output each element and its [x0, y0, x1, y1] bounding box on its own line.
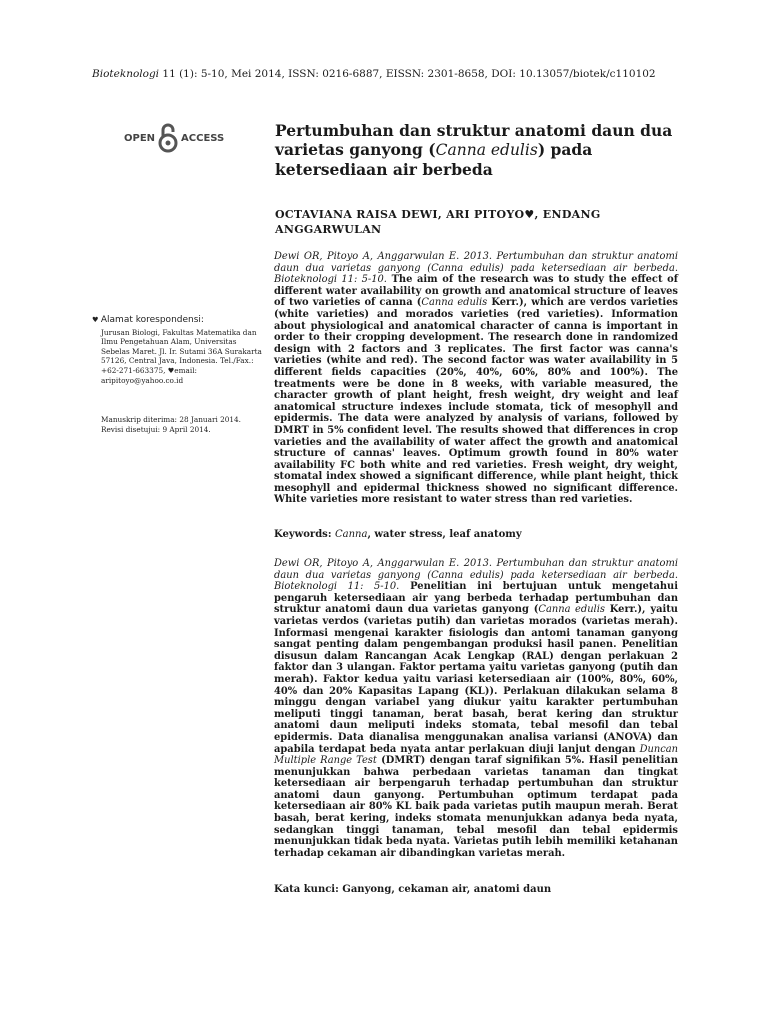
correspondence-label-row: [92, 315, 262, 326]
revised-date: Revisi disetujui: 9 April 2014.: [101, 424, 211, 434]
abstract-en-species: Canna edulis: [421, 297, 488, 309]
keywords-indonesian: [274, 884, 551, 895]
title-species: Canna edulis: [435, 141, 538, 159]
title-part2: ) pada ketersediaan air berbeda: [275, 140, 593, 179]
abstract-id-species: Canna edulis: [538, 604, 605, 616]
keywords-en-canna: Canna: [335, 529, 368, 540]
abstract-id-text1: Penelitian ini bertujuan untuk mengetahui pengaruh ketersediaan air yang berbeda terhadap pertumbuhan dan struktur anatomi daun dua varietas ganyong (: [274, 581, 678, 616]
abstract-indonesian: [274, 558, 678, 859]
abstract-en-text1: The aim of the research was to study the effect of different water availability on growth and anatomical structure of leaves of two varieties of canna (: [274, 274, 678, 309]
open-access-word-open: OPEN: [124, 132, 156, 144]
keywords-en-label: Keywords:: [274, 529, 335, 540]
keywords-en-rest: , water stress, leaf anatomy: [367, 529, 522, 540]
authors: OCTAVIANA RAISA DEWI, ARI PITOYO♥, ENDANG ANGGARWULAN: [275, 208, 601, 236]
open-access-logo: [124, 121, 234, 155]
abstract-id-citation: Dewi OR, Pitoyo A, Anggarwulan E. 2013. Pertumbuhan dan struktur anatomi daun dua varietas ganyong (Canna edulis) pada ketersediaan air berbeda. Bioteknologi 11: 5-10.: [274, 558, 678, 593]
keywords-id-label: Kata kunci:: [274, 884, 343, 895]
abstract-id-text2: Kerr.), yaitu varietas verdos (varietas putih) dan varietas morados (varietas merah). Informasi mengenai karakter fisiologis dan antomi tanaman ganyong sangat penting dalam pengembangan produksi hasil panen. Penelitian disusun dalam Rancangan Acak Lengkap (RAL) dengan perlakuan 2 faktor dan 3 ulangan. Faktor pertama yaitu varietas ganyong (putih dan merah). Faktor kedua yaitu variasi ketersediaan air (100%, 80%, 60%, 40% dan 20% Kapasitas Lapang (KL)). Perlakuan dilakukan selama 8 minggu dengan variabel yang diukur yaitu karakter pertumbuhan meliputi tinggi tanaman, berat basah, berat kering dan struktur anatomi daun meliputi indeks stomata, tebal mesofil dan tebal epidermis. Data dianalisa menggunakan analisa variansi (ANOVA) dan apabila terdapat beda nyata antar perlakuan diuji lanjut dengan: [274, 604, 678, 755]
journal-header: [92, 68, 732, 80]
abstract-id-text3: (DMRT) dengan taraf signifikan 5%. Hasil penelitian menunjukkan bahwa perbedaan varietas tanaman dan tingkat ketersediaan air berpengaruh terhadap pertumbuhan dan struktur anatomi daun ganyong. Pertumbuhan optimum terdapat pada ketersediaan air 80% KL baik pada varietas putih maupun merah. Berat basah, berat kering, indeks stomata menunjukkan adanya beda nyata, sedangkan tinggi tanaman, tebal mesofil dan tebal epidermis menunjukkan tidak beda nyata. Varietas putih lebih memiliki ketahanan terhadap cekaman air dibandingkan varietas merah.: [274, 755, 679, 859]
correspondence-label: Alamat korespondensi:: [100, 315, 204, 325]
received-date: Manuskrip diterima: 28 Januari 2014.: [101, 415, 241, 424]
title-part1: Pertumbuhan dan struktur anatomi daun dua varietas ganyong (: [275, 121, 673, 159]
open-access-lock-icon: [157, 122, 179, 154]
abstract-en-citation: Dewi OR, Pitoyo A, Anggarwulan E. 2013. Pertumbuhan dan struktur anatomi daun dua varietas ganyong (Canna edulis) pada ketersediaan air berbeda. Bioteknologi 11: 5-10.: [274, 251, 678, 286]
keywords-id-text: Ganyong, cekaman air, anatomi daun: [342, 884, 552, 895]
correspondence-block: [92, 315, 262, 385]
abstract-id-dmrt: Duncan Multiple Range Test: [274, 743, 678, 767]
correspondence-address: Jurusan Biologi, Fakultas Matematika dan Ilmu Pengetahuan Alam, Universitas Sebelas Maret. Jl. Ir. Sutami 36A Surakarta 57126, Central Java, Indonesia. Tel./Fax.: +62-271-663375, ♥email: aripitoyo@yahoo.co.id: [101, 327, 262, 385]
heart-icon: ♥: [92, 315, 99, 324]
abstract-english: [274, 251, 678, 506]
open-access-word-access: ACCESS: [181, 132, 225, 144]
paper-title: [275, 121, 685, 179]
manuscript-dates: [101, 415, 266, 434]
journal-citation: 11 (1): 5-10, Mei 2014, ISSN: 0216-6887, EISSN: 2301-8658, DOI: 10.13057/biotek/c110102: [159, 68, 656, 80]
keywords-english: [274, 529, 522, 540]
abstract-en-text2: Kerr.), which are verdos varieties (white varieties) and morados varieties (red varieties). Information about physiological and anatomical character of canna is important in order to their cropping development. The research done in randomized design with 2 factors and 3 replicates. The first factor was canna's varieties (white and red). The second factor was water availability in 5 different fields capacities (20%, 40%, 60%, 80% and 100%). The treatments were be done in 8 weeks, with variable measured, the character growth of plant height, fresh weight, dry weight and leaf anatomical structure indexes include stomata, tick of mesophyll and epidermis. The data were analyzed by analysis of varians, followed by DMRT in 5% confident level. The results showed that differences in crop varieties and the availability of water affect the growth and anatomical structure of cannas' leaves. Optimum growth found in 80% water availability FC both white and red varieties. Fresh weight, dry weight, stomatal index showed a significant difference, while plant height, thick mesophyll and epidermal thickness showed no significant difference. White varieties more resistant to water stress than red varieties.: [274, 297, 678, 506]
journal-name: Bioteknologi: [92, 68, 160, 80]
